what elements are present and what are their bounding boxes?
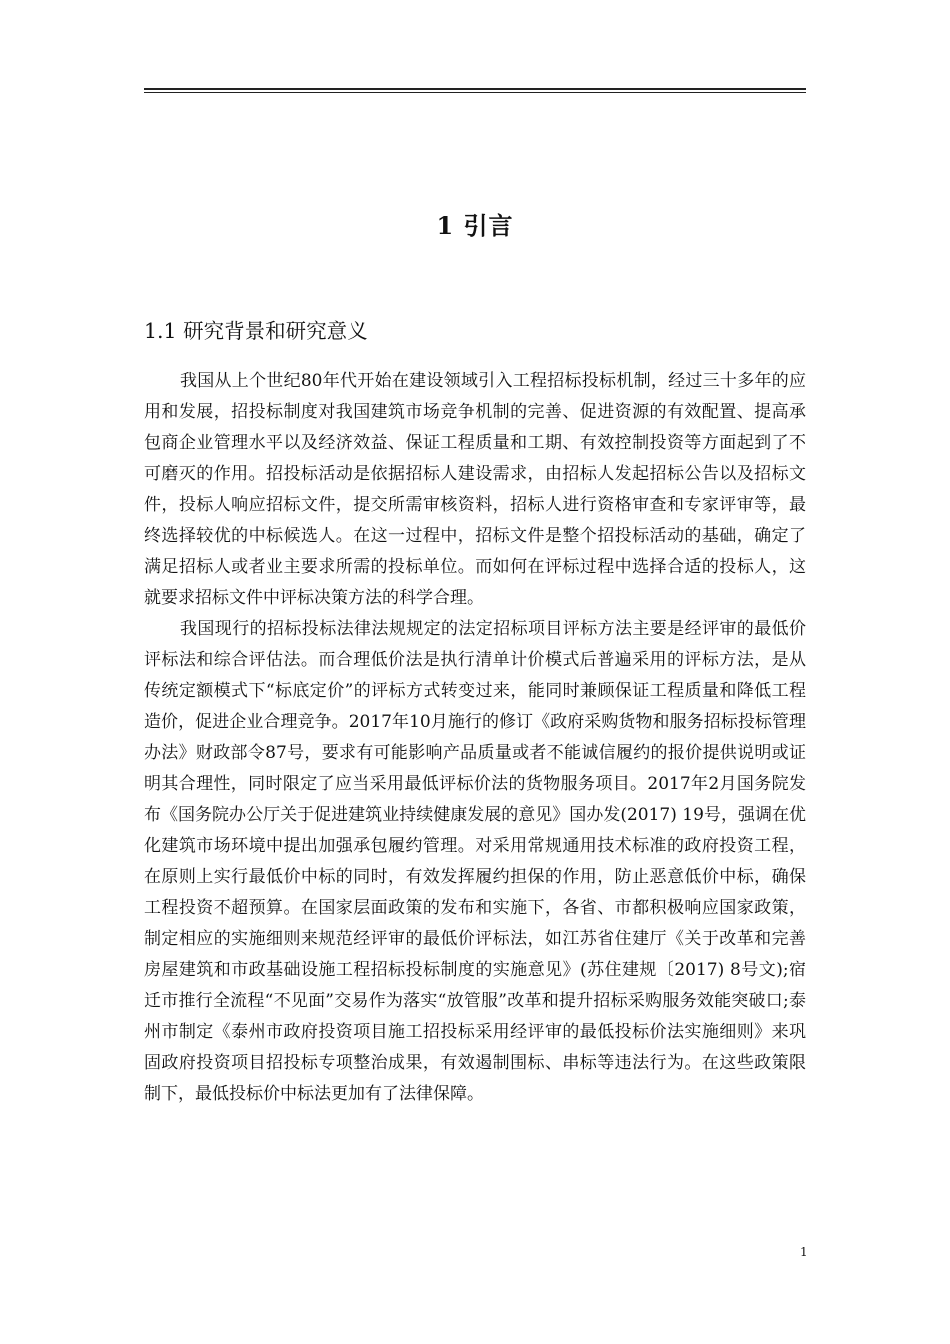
- body-text: [144, 366, 806, 1110]
- paragraph: 我国现行的招标投标法律法规规定的法定招标项目评标方法主要是经评审的最低价评标法和综合评估法。而合理低价法是执行清单计价模式后普遍采用的评标方法，是从传统定额模式下“标底定价”的评标方式转变过来，能同时兼顾保证工程质量和降低工程造价，促进企业合理竞争。2017年10月施行的修订《政府采购货物和服务招标投标管理办法》财政部令87号，要求有可能影响产品质量或者不能诚信履约的报价提供说明或证明其合理性，同时限定了应当采用最低评标价法的货物服务项目。2017年2月国务院发布《国务院办公厅关于促进建筑业持续健康发展的意见》国办发(2017) 19号，强调在优化建筑市场环境中提出加强承包履约管理。对采用常规通用技术标准的政府投资工程，在原则上实行最低价中标的同时，有效发挥履约担保的作用，防止恶意低价中标，确保工程投资不超预算。在国家层面政策的发布和实施下，各省、市都积极响应国家政策，制定相应的实施细则来规范经评审的最低价评标法，如江苏省住建厅《关于改革和完善房屋建筑和市政基础设施工程招标投标制度的实施意见》(苏住建规〔2017) 8号文);宿迁市推行全流程“不见面”交易作为落实“放管服”改革和提升招标采购服务效能突破口;泰州市制定《泰州市政府投资项目施工招投标采用经评审的最低投标价法实施细则》来巩固政府投资项目招投标专项整治成果，有效遏制围标、串标等违法行为。在这些政策限制下，最低投标价中标法更加有了法律保障。: [144, 619, 806, 1104]
- paragraph: 我国从上个世纪80年代开始在建设领域引入工程招标投标机制，经过三十多年的应用和发展，招投标制度对我国建筑市场竞争机制的完善、促进资源的有效配置、提高承包商企业管理水平以及经济效益、保证工程质量和工期、有效控制投资等方面起到了不可磨灭的作用。招投标活动是依据招标人建设需求，由招标人发起招标公告以及招标文件，投标人响应招标文件，提交所需审核资料，招标人进行资格审查和专家评审等，最终选择较优的中标候选人。在这一过程中，招标文件是整个招投标活动的基础，确定了满足招标人或者业主要求所需的投标单位。而如何在评标过程中选择合适的投标人，这就要求招标文件中评标决策方法的科学合理。: [144, 371, 806, 608]
- page-number: 1: [800, 1245, 808, 1259]
- header-rule: [144, 88, 806, 90]
- chapter-title: 1 引言: [436, 211, 514, 240]
- section-title: 1.1 研究背景和研究意义: [144, 319, 368, 343]
